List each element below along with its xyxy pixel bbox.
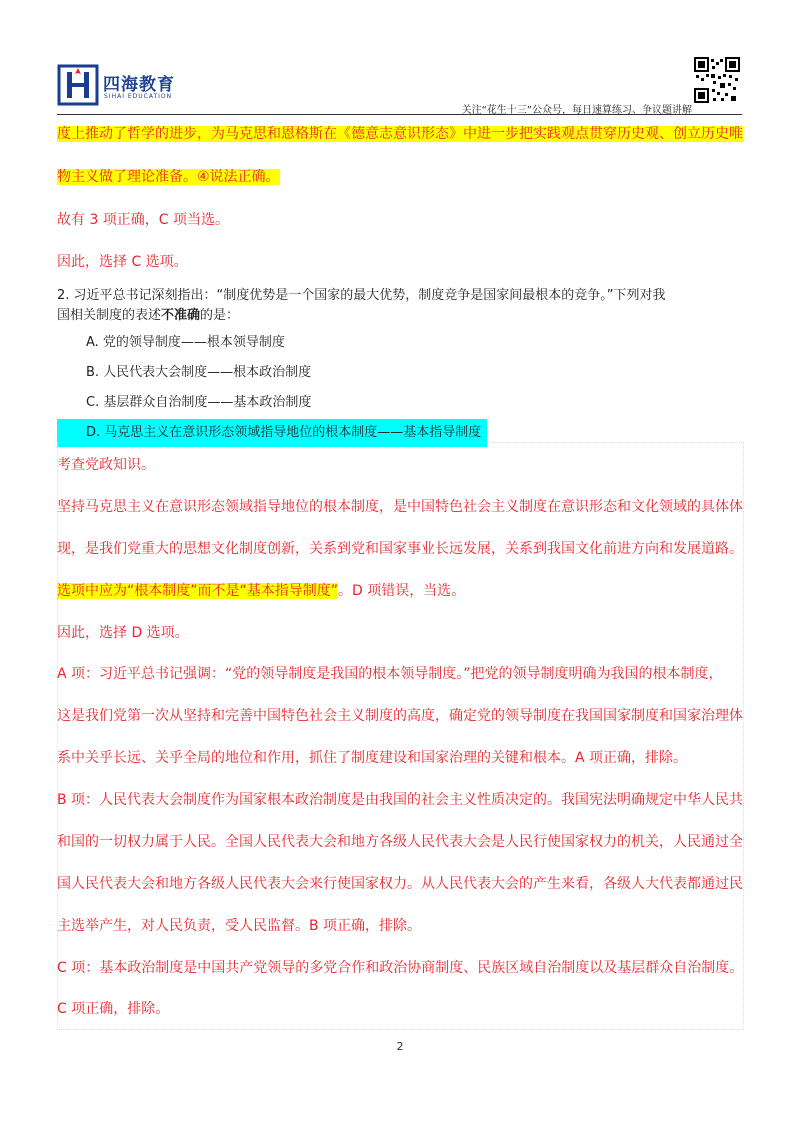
header-divider (57, 114, 742, 115)
answer-line: 因此，选择 C 选项。 (57, 254, 188, 270)
answer-line: 系中关乎长远、关乎全局的地位和作用，抓住了制度建设和国家治理的关键和根本。A 项正确，排除。 (57, 750, 688, 766)
answer-line: 考查党政知识。 (57, 457, 155, 473)
answer-line: 现，是我们党重大的思想文化制度创新，关系到党和国家事业长远发展，关系到我国文化前进方向和发展道路。 (57, 541, 743, 557)
page-header (0, 0, 800, 115)
answer-line: 故有 3 项正确，C 项当选。 (57, 212, 230, 228)
answer-line: 和国的一切权力属于人民。全国人民代表大会和地方各级人民代表大会是人民行使国家权力的机关，人民通过全 (57, 834, 743, 850)
answer-line: 因此，选择 D 选项。 (57, 625, 189, 641)
answer-line: B 项：人民代表大会制度作为国家根本政治制度是由我国的社会主义性质决定的。我国宪法明确规定中华人民共 (57, 792, 744, 808)
page-number: 2 (396, 1040, 404, 1053)
question-stem: 国相关制度的表述不准确的是： (57, 308, 240, 323)
answer-line: C 项：基本政治制度是中国共产党领导的多党合作和政治协商制度、民族区域自治制度以及基层群众自治制度。 (57, 960, 744, 976)
qr-code-icon (694, 57, 740, 103)
header-slogan: 关注“花生十三”公众号，每日速算练习、争议题讲解 (461, 105, 692, 116)
option-d: D. 马克思主义在意识形态领域指导地位的根本制度——基本指导制度 (57, 419, 487, 447)
answer-line: 坚持马克思主义在意识形态领域指导地位的根本制度，是中国特色社会主义制度在意识形态和文化领域的具体体 (57, 499, 743, 515)
answer-line: A 项：习近平总书记强调：“党的领导制度是我国的根本领导制度。”把党的领导制度明确为我国的根本制度， (57, 666, 723, 682)
answer-line: C 项正确，排除。 (57, 1001, 170, 1017)
answer-line: 选项中应为“根本制度”而不是“基本指导制度”。D 项错误，当选。 (57, 583, 466, 599)
answer-line: 这是我们党第一次从坚持和完善中国特色社会主义制度的高度，确定党的领导制度在我国国家制度和国家治理体 (57, 708, 743, 724)
option-b: B. 人民代表大会制度——根本政治制度 (86, 365, 312, 380)
answer-box (57, 442, 744, 1030)
answer-line: 主选举产生，对人民负责，受人民监督。B 项正确，排除。 (57, 918, 422, 934)
brand-name: 四海教育 (103, 75, 175, 95)
answer-line: 物主义做了理论准备。④说法正确。 (57, 169, 280, 185)
answer-line: 国人民代表大会和地方各级人民代表大会来行使国家权力。从人民代表大会的产生来看，各级人大代表都通过民 (57, 876, 743, 892)
answer-line: 度上推动了哲学的进步，为马克思和恩格斯在《德意志意识形态》中进一步把实践观点贯穿历史观、创立历史唯 (57, 126, 743, 142)
question-stem: 2. 习近平总书记深刻指出：“制度优势是一个国家的最大优势，制度竞争是国家间最根本的竞争。”下列对我 (57, 288, 666, 303)
brand-name-en: SIHAI EDUCATION (104, 93, 173, 100)
option-c: C. 基层群众自治制度——基本政治制度 (86, 395, 312, 410)
option-a: A. 党的领导制度——根本领导制度 (86, 335, 285, 350)
sihai-logo-icon (57, 64, 99, 106)
